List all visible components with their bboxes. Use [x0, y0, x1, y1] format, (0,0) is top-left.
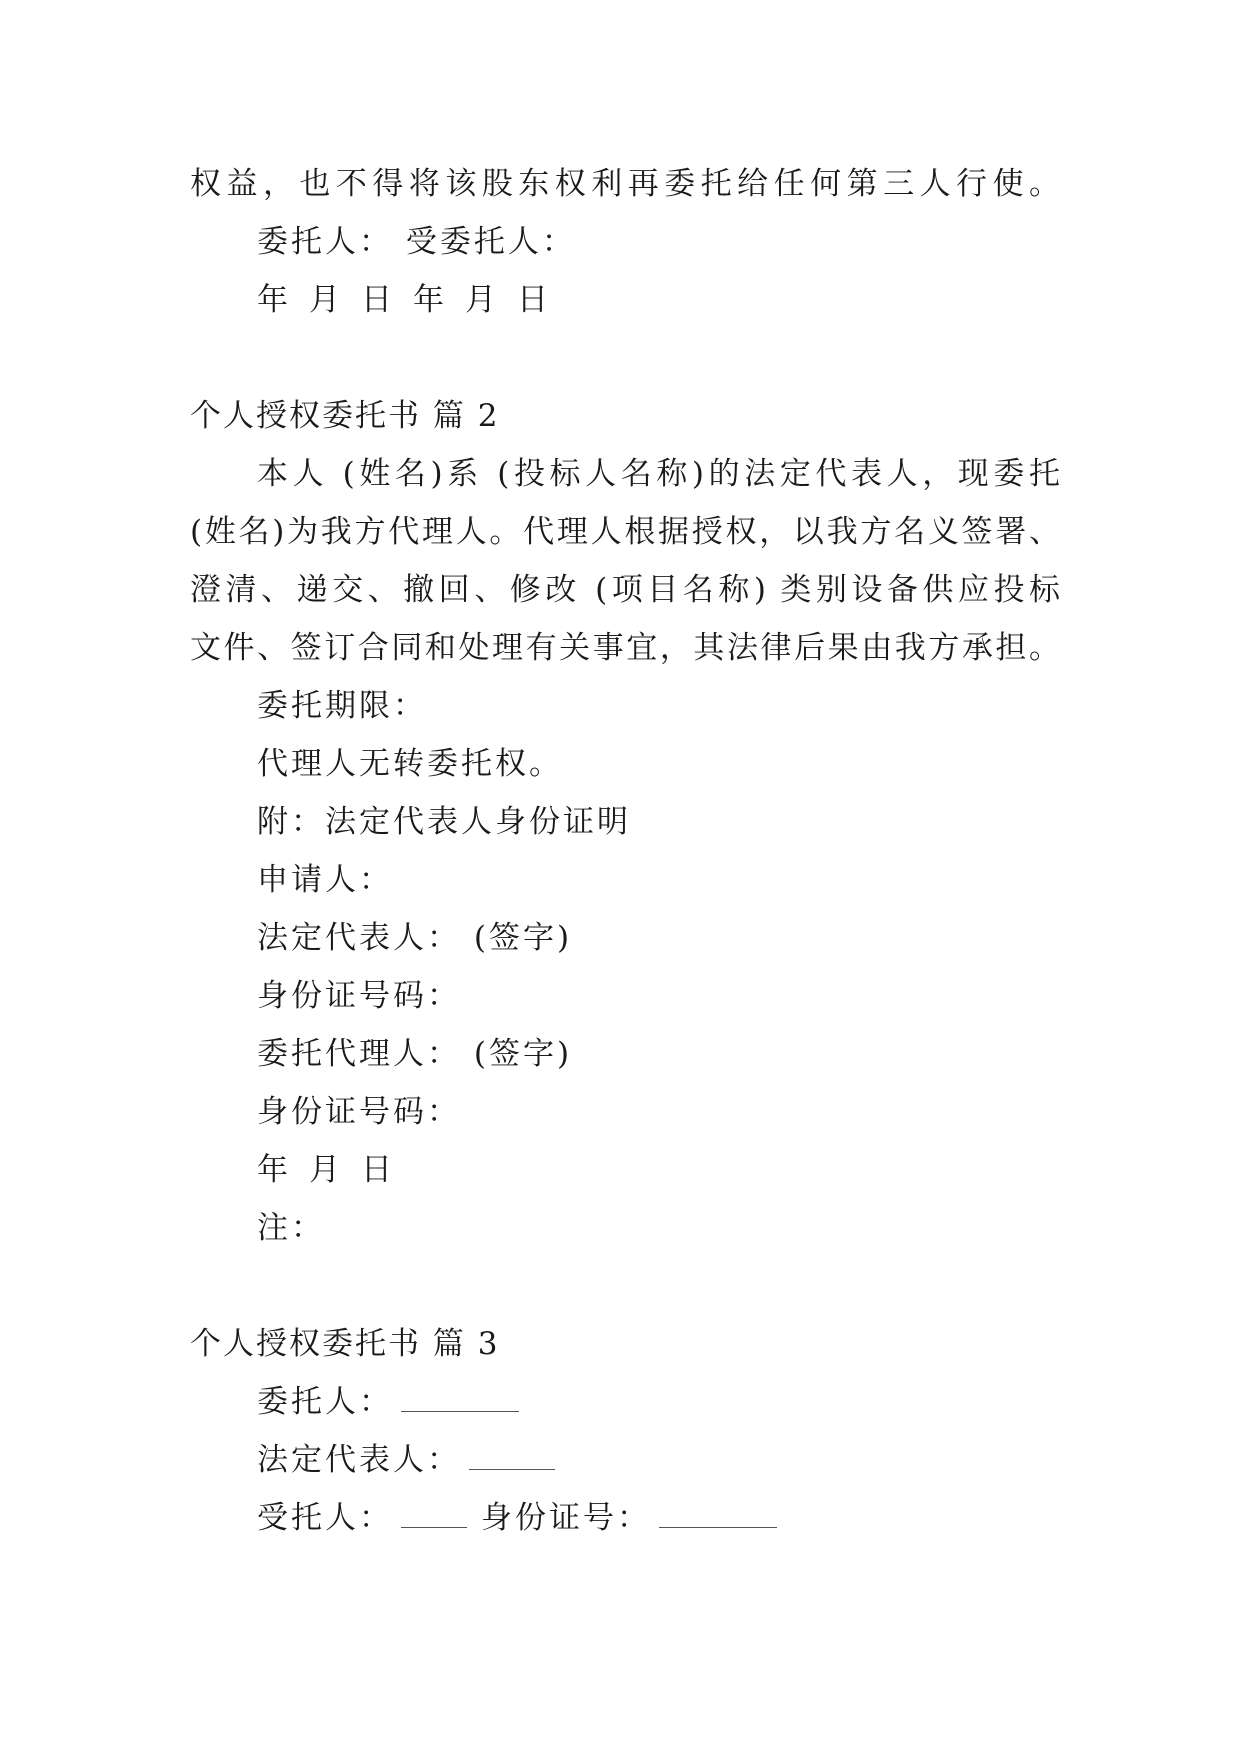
date-day: 日: [361, 282, 395, 318]
section3-heading: 个人授权委托书 篇 3: [190, 1326, 500, 1362]
section2-heading: 个人授权委托书 篇 2: [190, 398, 500, 434]
id-number-blank-line: [659, 1499, 777, 1528]
section2-no-transfer: 代理人无转委托权。: [257, 746, 563, 782]
date-year: 年: [413, 282, 447, 318]
trustee-label: 受托人：: [257, 1500, 393, 1536]
date-day: 日: [361, 1152, 395, 1188]
section2-id-number-2: 身份证号码：: [257, 1094, 461, 1130]
section2-para-line-2: (姓名)为我方代理人。代理人根据授权，以我方名义签署、: [190, 514, 1060, 550]
section1-closing-line: 权益，也不得将该股东权利再委托给任何第三人行使。: [190, 166, 1060, 202]
section1-signers: 委托人： 受委托人：: [257, 224, 576, 260]
section3-legal-rep-row: [257, 1440, 555, 1480]
section2-para-line-1: 本人 (姓名)系 (投标人名称)的法定代表人，现委托: [257, 456, 1060, 492]
section2-period: 委托期限：: [257, 688, 427, 724]
legal-rep-blank-line: [469, 1441, 555, 1470]
section2-applicant: 申请人：: [257, 862, 393, 898]
date-year: 年: [257, 282, 291, 318]
principal-blank-line: [401, 1383, 519, 1412]
section3-principal-row: [257, 1382, 519, 1422]
section2-id-number-1: 身份证号码：: [257, 978, 461, 1014]
date-month: 月: [309, 1152, 343, 1188]
section2-legal-rep: 法定代表人： (签字): [257, 920, 573, 956]
trustee-blank-line: [401, 1499, 467, 1528]
date-month: 月: [309, 282, 343, 318]
section2-agent: 委托代理人： (签字): [257, 1036, 573, 1072]
id-number-label: 身份证号：: [481, 1500, 651, 1536]
section2-date-row: [257, 1150, 413, 1190]
date-month: 月: [465, 282, 499, 318]
section2-para-line-3: 澄清、递交、撤回、修改 (项目名称) 类别设备供应投标: [190, 572, 1060, 608]
date-year: 年: [257, 1152, 291, 1188]
section2-attachment: 附：法定代表人身份证明: [257, 804, 631, 840]
section2-note: 注：: [257, 1210, 325, 1246]
date-day: 日: [517, 282, 551, 318]
principal-label: 委托人：: [257, 1384, 393, 1420]
section2-para-line-4: 文件、签订合同和处理有关事宜，其法律后果由我方承担。: [190, 630, 1060, 666]
section1-date-row: [257, 280, 569, 320]
section3-trustee-row: [257, 1498, 777, 1538]
legal-rep-label: 法定代表人：: [257, 1442, 461, 1478]
